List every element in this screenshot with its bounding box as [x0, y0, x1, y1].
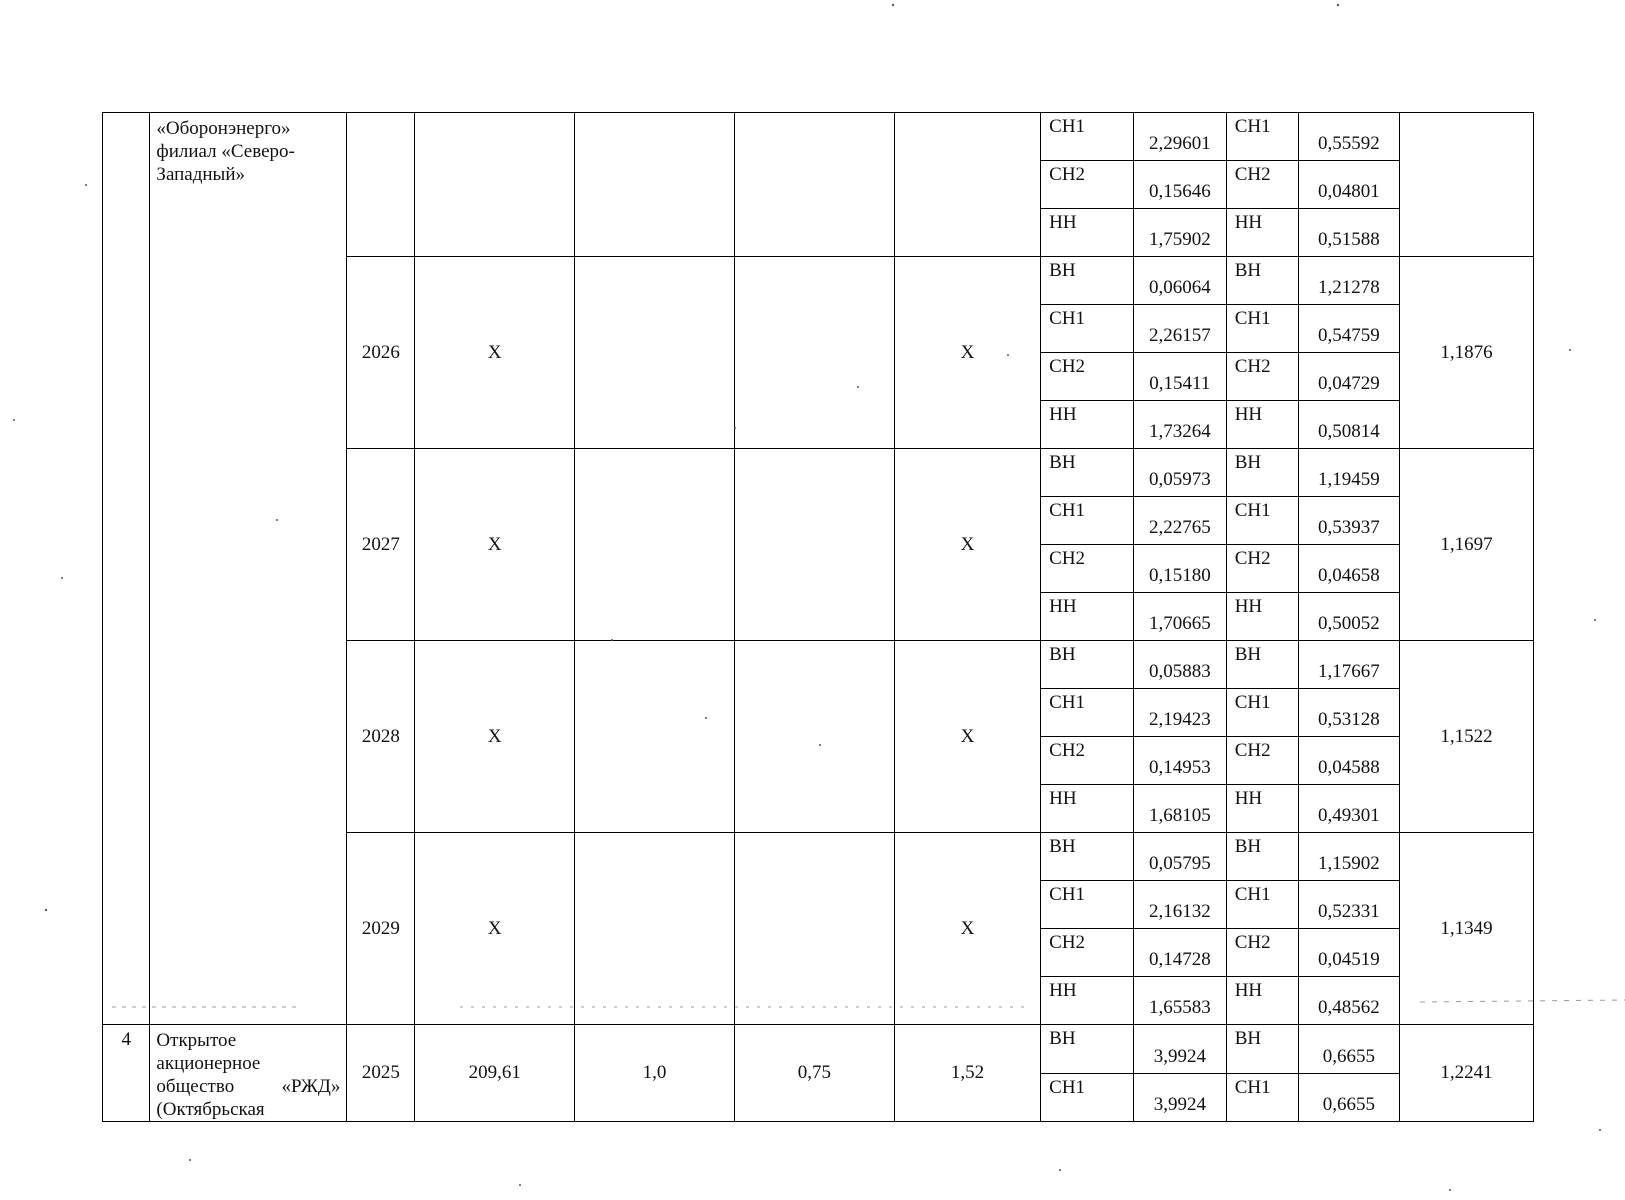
table-row — [103, 113, 1534, 161]
year-2026-value-a: 0,06064 — [1133, 257, 1226, 305]
year-2027-level-a: СН2 — [1041, 545, 1134, 593]
organisation-name-line: (Октябрьская — [156, 1099, 265, 1120]
organisation-name — [150, 1025, 347, 1122]
col4-cell: 1,0 — [575, 1025, 735, 1122]
year-2029-value-a: 0,14728 — [1133, 929, 1226, 977]
org2-level-b: ВН — [1226, 1025, 1298, 1074]
year-2029-value-b: 0,48562 — [1298, 977, 1399, 1025]
year-2029-level-b: СН2 — [1226, 929, 1298, 977]
year-2029-value-a: 0,05795 — [1133, 833, 1226, 881]
year-2028-value-b: 0,04588 — [1298, 737, 1399, 785]
year-2029-level-b: ВН — [1226, 833, 1298, 881]
year-2027-value-b: 0,04658 — [1298, 545, 1399, 593]
col4-cell — [575, 449, 735, 641]
top-level-a: СН1 — [1041, 113, 1134, 161]
year-2028-level-a: ВН — [1041, 641, 1134, 689]
col5-cell — [734, 449, 894, 641]
year-cell: 2027 — [347, 449, 415, 641]
top-level-a: НН — [1041, 209, 1134, 257]
year-2026-level-a: ВН — [1041, 257, 1134, 305]
year-2028-value-b: 0,49301 — [1298, 785, 1399, 833]
year-2026-value-b: 0,54759 — [1298, 305, 1399, 353]
row-number-cell: 4 — [103, 1025, 150, 1122]
year-2029-level-a: ВН — [1041, 833, 1134, 881]
tariff-table — [102, 112, 1534, 1122]
top-level-b: СН2 — [1226, 161, 1298, 209]
year-2026-value-b: 0,50814 — [1298, 401, 1399, 449]
col4-cell — [575, 257, 735, 449]
year-2028-level-b: НН — [1226, 785, 1298, 833]
year-2026-value-b: 1,21278 — [1298, 257, 1399, 305]
year-2026-level-b: НН — [1226, 401, 1298, 449]
organisation-name-line: общество «РЖД» — [156, 1076, 341, 1097]
col6-cell: X — [894, 641, 1040, 833]
col4-cell — [575, 113, 735, 257]
year-2028-level-b: СН2 — [1226, 737, 1298, 785]
org2-level-a: ВН — [1041, 1025, 1134, 1074]
year-2027-value-b: 0,53937 — [1298, 497, 1399, 545]
org2-value-b: 0,6655 — [1298, 1073, 1399, 1122]
coef-cell: 1,1697 — [1399, 449, 1533, 641]
col3-cell — [415, 113, 575, 257]
year-2026-level-a: СН2 — [1041, 353, 1134, 401]
col6-cell: X — [894, 833, 1040, 1025]
year-2026-level-b: СН1 — [1226, 305, 1298, 353]
col5-cell — [734, 257, 894, 449]
col3-cell: X — [415, 833, 575, 1025]
year-2026-level-b: СН2 — [1226, 353, 1298, 401]
top-value-b: 0,51588 — [1298, 209, 1399, 257]
year-2029-level-a: НН — [1041, 977, 1134, 1025]
top-value-a: 1,75902 — [1133, 209, 1226, 257]
year-2026-value-b: 0,04729 — [1298, 353, 1399, 401]
year-2028-value-a: 2,19423 — [1133, 689, 1226, 737]
coef-cell: 1,1522 — [1399, 641, 1533, 833]
year-cell: 2026 — [347, 257, 415, 449]
organisation-name-line: Западный» — [156, 164, 245, 185]
col4-cell — [575, 641, 735, 833]
row-number-cell — [103, 113, 150, 1025]
top-level-b: СН1 — [1226, 113, 1298, 161]
year-2029-value-a: 1,65583 — [1133, 977, 1226, 1025]
coef-cell: 1,2241 — [1399, 1025, 1533, 1122]
year-2027-level-b: СН1 — [1226, 497, 1298, 545]
year-2029-level-b: НН — [1226, 977, 1298, 1025]
year-2027-value-a: 2,22765 — [1133, 497, 1226, 545]
organisation-name-line: акционерное — [156, 1053, 261, 1074]
year-2028-value-a: 1,68105 — [1133, 785, 1226, 833]
org2-value-a: 3,9924 — [1133, 1025, 1226, 1074]
col5-cell — [734, 833, 894, 1025]
year-2027-value-a: 1,70665 — [1133, 593, 1226, 641]
year-2027-value-b: 0,50052 — [1298, 593, 1399, 641]
year-2027-level-b: ВН — [1226, 449, 1298, 497]
year-2028-level-a: СН1 — [1041, 689, 1134, 737]
top-value-b: 0,04801 — [1298, 161, 1399, 209]
organisation-name — [150, 113, 347, 1025]
col5-cell: 0,75 — [734, 1025, 894, 1122]
org2-level-b: СН1 — [1226, 1073, 1298, 1122]
top-level-b: НН — [1226, 209, 1298, 257]
year-2027-level-a: СН1 — [1041, 497, 1134, 545]
table-row — [103, 1025, 1534, 1074]
year-2028-level-a: СН2 — [1041, 737, 1134, 785]
coef-cell: 1,1876 — [1399, 257, 1533, 449]
year-2026-level-a: СН1 — [1041, 305, 1134, 353]
year-2029-level-b: СН1 — [1226, 881, 1298, 929]
col6-cell: 1,52 — [894, 1025, 1040, 1122]
year-cell — [347, 113, 415, 257]
top-value-a: 2,29601 — [1133, 113, 1226, 161]
year-2026-value-a: 2,26157 — [1133, 305, 1226, 353]
year-2029-level-a: СН1 — [1041, 881, 1134, 929]
year-2027-level-b: НН — [1226, 593, 1298, 641]
year-2028-level-b: ВН — [1226, 641, 1298, 689]
year-2027-level-a: ВН — [1041, 449, 1134, 497]
organisation-name-line: Открытое — [156, 1030, 237, 1051]
col6-cell: X — [894, 449, 1040, 641]
year-2027-value-b: 1,19459 — [1298, 449, 1399, 497]
year-2028-level-a: НН — [1041, 785, 1134, 833]
org2-value-a: 3,9924 — [1133, 1073, 1226, 1122]
year-2026-value-a: 0,15411 — [1133, 353, 1226, 401]
col6-cell: X — [894, 257, 1040, 449]
col3-cell: X — [415, 257, 575, 449]
year-2028-value-b: 0,53128 — [1298, 689, 1399, 737]
top-level-a: СН2 — [1041, 161, 1134, 209]
year-2027-value-a: 0,15180 — [1133, 545, 1226, 593]
year-2028-value-a: 0,05883 — [1133, 641, 1226, 689]
year-2028-value-a: 0,14953 — [1133, 737, 1226, 785]
organisation-name-line: филиал «Северо- — [156, 141, 295, 162]
organisation-name-line: «Оборонэнерго» — [156, 118, 291, 139]
year-2028-value-b: 1,17667 — [1298, 641, 1399, 689]
year-2027-value-a: 0,05973 — [1133, 449, 1226, 497]
coef-cell: 1,1349 — [1399, 833, 1533, 1025]
year-2027-level-b: СН2 — [1226, 545, 1298, 593]
year-2026-value-a: 1,73264 — [1133, 401, 1226, 449]
col3-cell: X — [415, 641, 575, 833]
top-value-b: 0,55592 — [1298, 113, 1399, 161]
year-2026-level-b: ВН — [1226, 257, 1298, 305]
org2-value-b: 0,6655 — [1298, 1025, 1399, 1074]
year-2027-level-a: НН — [1041, 593, 1134, 641]
top-value-a: 0,15646 — [1133, 161, 1226, 209]
col6-cell — [894, 113, 1040, 257]
year-2029-value-b: 0,04519 — [1298, 929, 1399, 977]
col5-cell — [734, 113, 894, 257]
coef-cell — [1399, 113, 1533, 257]
year-2029-level-a: СН2 — [1041, 929, 1134, 977]
year-cell: 2025 — [347, 1025, 415, 1122]
year-2029-value-b: 1,15902 — [1298, 833, 1399, 881]
col4-cell — [575, 833, 735, 1025]
col3-cell: X — [415, 449, 575, 641]
col3-cell: 209,61 — [415, 1025, 575, 1122]
year-2029-value-a: 2,16132 — [1133, 881, 1226, 929]
year-2029-value-b: 0,52331 — [1298, 881, 1399, 929]
year-2028-level-b: СН1 — [1226, 689, 1298, 737]
year-cell: 2028 — [347, 641, 415, 833]
year-cell: 2029 — [347, 833, 415, 1025]
year-2026-level-a: НН — [1041, 401, 1134, 449]
col5-cell — [734, 641, 894, 833]
org2-level-a: СН1 — [1041, 1073, 1134, 1122]
